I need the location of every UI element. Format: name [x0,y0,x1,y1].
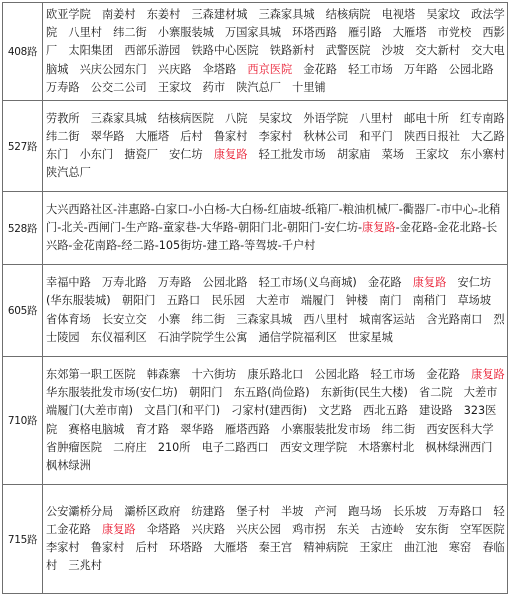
highlighted-stop: 康复路 [213,148,248,161]
route-row-715 [3,485,508,594]
route-stops: 公安灞桥分局 灞桥区政府 纺建路 堡子村 半坡 产河 跑马场 长乐坡 万寿路口 轻工金花路 康复路 伞塔路 兴庆路 兴庆公园 鸡市拐 东关 古迹岭 安东街 空军医院 李家村 鲁家村 后村 环塔路 大雁塔 秦王宫 精神病院 王家庄 曲江池 寒窑 春临村 三兆村 [43,485,508,594]
highlighted-stop: 康复路 [101,522,136,536]
route-stops: 劳教所 三森家具城 结核病医院 八院 吴家坟 外语学院 八里村 邮电十所 红专南路 纬二街 翠华路 大雁塔 后村 鲁家村 李家村 秋林公司 和平门 陕西日报社 大乙路 东门 小东门 搪瓷厂 安仁坊 康复路 轻工批发市场 胡家庙 菜场 王家坟 东小寨村 陕汽总厂 [43,101,508,192]
route-stops: 东郊第一职工医院 韩森寨 十六街坊 康乐路北口 公园北路 轻工市场 金花路 康复路 华东服装批发市场(安仁坊) 朝阳门 东五路(尚俭路) 东新街(民生大楼) 省二院 大差市 端履门(大差市南) 文昌门(和平门) 刁家村(建西街) 文艺路 西北五路 建设路 323医院 赛格电脑城 育才路 翠华路 雁塔西路 小寨服装批发市场 纬二街 西安医科大学 省肿瘤医院 二府庄 210所 电子二路西口 西安文理学院 木塔寨村北 枫林绿洲西门 枫林绿洲 [43,357,508,485]
route-number: 710路 [3,357,43,485]
route-stops: 大兴西路社区-沣惠路-白家口-小白杨-大白杨-红庙坡-纸箱厂-粮油机械厂-衢器厂-市中心-北稍门-北关-西闸门-生产路-童家巷-大华路-朝阳门北-朝阳门-安仁坊-康复路-金花路-金花北路-长兴路-金花南路-经二路-105街坊-建工路-等驾坡-千户村 [43,192,508,265]
highlighted-stop: 康复路 [412,276,447,290]
highlighted-stop: 西京医院 [247,62,293,76]
route-number: 408路 [3,3,43,101]
route-row-710 [3,357,508,485]
route-number: 605路 [3,265,43,357]
route-number: 528路 [3,192,43,265]
highlighted-stop: 康复路 [362,220,396,234]
route-row-605 [3,265,508,357]
route-row-408 [3,3,508,101]
route-stops: 幸福中路 万寿北路 万寿路 公园北路 轻工市场(义乌商城) 金花路 康复路 安仁坊(华东服装城) 朝阳门 五路口 民乐园 大差市 端履门 钟楼 南门 南稍门 草场坡 省体育场 长安立交 小寨 纬二街 三森家具城 西八里村 城南客运站 含光路南口 烈士陵园 东仪福利区 石油学院学生公寓 通信学院福利区 世家星城 [43,265,508,357]
route-number: 527路 [3,101,43,192]
bus-route-table [2,2,516,594]
route-row-527 [3,101,508,192]
route-row-528 [3,192,508,265]
highlighted-stop: 康复路 [471,368,505,382]
route-number: 715路 [3,485,43,594]
route-stops: 欧亚学院 南姜村 东姜村 三森建材城 三森家具城 结核病院 电视塔 吴家坟 政法学院 八里村 纬二街 小寨服装城 万国家具城 环塔西路 雁引路 大雁塔 市党校 西影厂 太阳集团 西部乐游园 铁路中心医院 铁路新村 武警医院 沙坡 交大新村 交大电脑城 兴庆公园东门 兴庆路 伞塔路 西京医院 金花路 轻工市场 万年路 公园北路 万寿路 公交二公司 王家坟 药市 陕汽总厂 十里铺 [43,3,508,101]
